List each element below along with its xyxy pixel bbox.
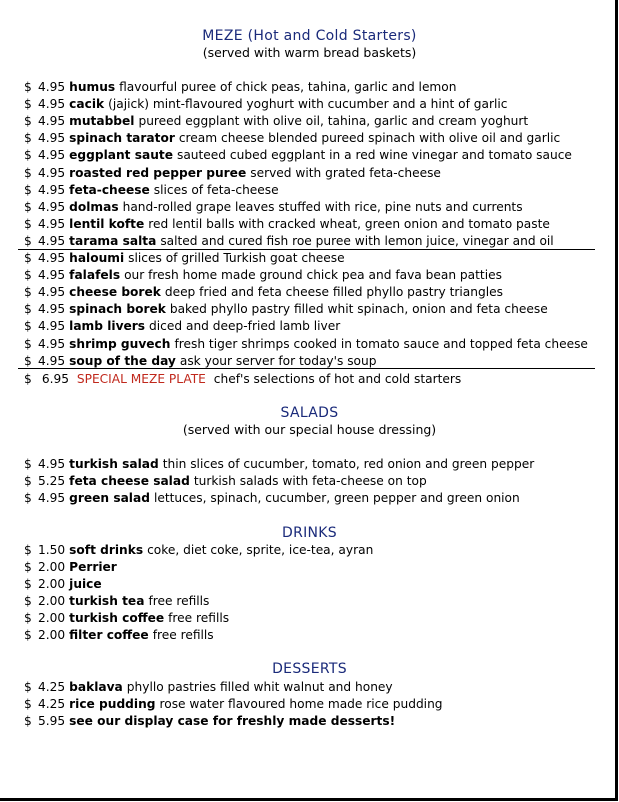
item-description: lettuces, spinach, cucumber, green pepper and green onion bbox=[153, 491, 520, 505]
item-name: roasted red pepper puree bbox=[69, 165, 247, 180]
currency-symbol: $ bbox=[24, 319, 32, 334]
menu-item bbox=[24, 593, 209, 610]
item-description: hand-rolled grape leaves stuffed with rice, pine nuts and currents bbox=[122, 199, 523, 214]
item-description: thin slices of cucumber, tomato, red onion and green pepper bbox=[162, 457, 535, 471]
item-description: served with grated feta-cheese bbox=[250, 165, 441, 180]
currency-symbol: $ bbox=[24, 372, 32, 386]
menu-item bbox=[24, 147, 572, 164]
item-price: 2.00 bbox=[38, 628, 66, 642]
item-price: 4.25 bbox=[38, 697, 66, 711]
item-name: Perrier bbox=[69, 560, 117, 574]
item-description: slices of grilled Turkish goat cheese bbox=[128, 251, 345, 265]
item-price: 5.25 bbox=[38, 474, 66, 488]
item-name: dolmas bbox=[69, 199, 119, 214]
item-name: turkish tea bbox=[69, 594, 145, 608]
menu-item bbox=[24, 284, 503, 301]
item-name: mutabbel bbox=[69, 114, 135, 129]
item-price: 4.95 bbox=[38, 216, 66, 231]
item-price: 2.00 bbox=[38, 611, 66, 625]
currency-symbol: $ bbox=[24, 697, 32, 711]
item-description: (jajick) mint-flavoured yoghurt with cucumber and a hint of garlic bbox=[108, 97, 508, 112]
item-name: juice bbox=[69, 577, 102, 591]
item-description: flavourful puree of chick peas, tahina, garlic and lemon bbox=[119, 80, 457, 94]
currency-symbol: $ bbox=[24, 233, 32, 248]
item-price: 4.95 bbox=[38, 336, 66, 351]
currency-symbol: $ bbox=[24, 182, 32, 197]
item-price: 4.25 bbox=[38, 680, 66, 694]
currency-symbol: $ bbox=[24, 560, 32, 574]
item-description: cream cheese blended pureed spinach with olive oil and garlic bbox=[178, 131, 561, 146]
menu-item bbox=[24, 233, 554, 250]
menu-item bbox=[24, 610, 229, 627]
item-price: 6.95 bbox=[41, 372, 70, 386]
menu-item bbox=[24, 130, 560, 147]
item-description: pureed eggplant with olive oil, tahina, garlic and cream yoghurt bbox=[138, 114, 529, 129]
menu-item bbox=[24, 96, 507, 113]
item-name: baklava bbox=[69, 680, 123, 694]
currency-symbol: $ bbox=[24, 474, 32, 488]
item-price: 5.95 bbox=[38, 714, 66, 728]
item-price: 4.95 bbox=[38, 285, 66, 300]
meze-subheading: (served with warm bread baskets) bbox=[202, 45, 417, 60]
item-description: slices of feta-cheese bbox=[153, 182, 279, 197]
item-description: phyllo pastries filled whit walnut and honey bbox=[126, 680, 393, 694]
item-name: soup of the day bbox=[69, 353, 176, 368]
currency-symbol: $ bbox=[24, 353, 32, 368]
currency-symbol: $ bbox=[24, 80, 32, 94]
menu-item bbox=[24, 542, 373, 559]
currency-symbol: $ bbox=[24, 285, 32, 300]
currency-symbol: $ bbox=[24, 216, 32, 231]
salads-heading: SALADS bbox=[280, 405, 339, 421]
meze-special-divider bbox=[18, 368, 595, 369]
currency-symbol: $ bbox=[24, 302, 32, 317]
item-price: 4.95 bbox=[38, 114, 66, 129]
menu-item bbox=[24, 576, 106, 593]
item-description: deep fried and feta cheese filled phyllo pastry triangles bbox=[164, 285, 503, 300]
menu-item bbox=[24, 473, 427, 490]
item-name: soft drinks bbox=[69, 543, 144, 557]
currency-symbol: $ bbox=[24, 628, 32, 642]
item-name: green salad bbox=[69, 491, 150, 505]
meze-cold-hot-divider bbox=[18, 249, 595, 250]
menu-item bbox=[24, 456, 534, 473]
currency-symbol: $ bbox=[24, 714, 32, 728]
item-name: feta cheese salad bbox=[69, 474, 190, 488]
menu-item bbox=[24, 267, 502, 284]
currency-symbol: $ bbox=[24, 491, 32, 505]
item-description: free refills bbox=[152, 628, 214, 642]
menu-item bbox=[24, 490, 520, 507]
item-price: 4.95 bbox=[38, 457, 66, 471]
item-name: lentil kofte bbox=[69, 216, 145, 231]
item-description: free refills bbox=[148, 594, 210, 608]
menu-item bbox=[24, 199, 523, 216]
item-price: 4.95 bbox=[38, 148, 66, 163]
menu-item bbox=[24, 301, 548, 318]
item-name: shrimp guvech bbox=[69, 336, 171, 351]
menu-item-special-meze-plate bbox=[24, 371, 461, 388]
item-name: SPECIAL MEZE PLATE bbox=[76, 372, 206, 386]
menu-item bbox=[24, 559, 121, 576]
item-price: 4.95 bbox=[38, 131, 66, 146]
item-price: 1.50 bbox=[38, 543, 66, 557]
menu-item bbox=[24, 318, 340, 335]
item-price: 4.95 bbox=[38, 491, 66, 505]
currency-symbol: $ bbox=[24, 268, 32, 283]
item-description: chef's selections of hot and cold starters bbox=[213, 372, 462, 386]
currency-symbol: $ bbox=[24, 611, 32, 625]
item-price: 4.95 bbox=[38, 353, 66, 368]
item-name: filter coffee bbox=[69, 628, 149, 642]
item-description: fresh tiger shrimps cooked in tomato sauce and topped feta cheese bbox=[174, 336, 588, 351]
item-name: turkish salad bbox=[69, 457, 159, 471]
item-name: haloumi bbox=[69, 251, 125, 265]
item-price: 4.95 bbox=[38, 165, 66, 180]
menu-item bbox=[24, 113, 528, 130]
item-description: baked phyllo pastry filled whit spinach, onion and feta cheese bbox=[169, 302, 548, 317]
item-name: lamb livers bbox=[69, 319, 146, 334]
item-price: 4.95 bbox=[38, 97, 66, 112]
currency-symbol: $ bbox=[24, 199, 32, 214]
menu-item bbox=[24, 165, 441, 182]
item-price: 4.95 bbox=[38, 233, 66, 248]
item-name: humus bbox=[69, 80, 116, 94]
item-description: our fresh home made ground chick pea and fava bean patties bbox=[124, 268, 502, 283]
item-name: rice pudding bbox=[69, 697, 156, 711]
item-description: turkish salads with feta-cheese on top bbox=[193, 474, 427, 488]
menu-item bbox=[24, 216, 550, 233]
item-name: tarama salta bbox=[69, 233, 157, 248]
item-price: 2.00 bbox=[38, 577, 66, 591]
meze-heading: MEZE (Hot and Cold Starters) bbox=[202, 28, 417, 44]
item-description: salted and cured fish roe puree with lemon juice, vinegar and oil bbox=[160, 233, 554, 248]
item-name: see our display case for freshly made desserts! bbox=[69, 714, 396, 728]
menu-item bbox=[24, 182, 279, 199]
menu-item bbox=[24, 627, 214, 644]
item-description: free refills bbox=[168, 611, 230, 625]
currency-symbol: $ bbox=[24, 165, 32, 180]
item-description: ask your server for today's soup bbox=[179, 353, 377, 368]
currency-symbol: $ bbox=[24, 251, 32, 265]
item-name: spinach borek bbox=[69, 302, 166, 317]
item-description: coke, diet coke, sprite, ice-tea, ayran bbox=[147, 543, 374, 557]
currency-symbol: $ bbox=[24, 594, 32, 608]
item-price: 2.00 bbox=[38, 560, 66, 574]
item-description: sauteed cubed eggplant in a red wine vinegar and tomato sauce bbox=[176, 148, 572, 163]
item-price: 4.95 bbox=[38, 80, 66, 94]
currency-symbol: $ bbox=[24, 114, 32, 129]
item-name: spinach tarator bbox=[69, 131, 175, 146]
item-name: falafels bbox=[69, 268, 121, 283]
menu-item bbox=[24, 679, 393, 696]
item-description: rose water flavoured home made rice pudding bbox=[159, 697, 443, 711]
currency-symbol: $ bbox=[24, 336, 32, 351]
menu-item bbox=[24, 250, 345, 267]
item-price: 4.95 bbox=[38, 302, 66, 317]
item-name: turkish coffee bbox=[69, 611, 165, 625]
desserts-heading: DESSERTS bbox=[272, 661, 347, 677]
menu-item bbox=[24, 696, 443, 713]
currency-symbol: $ bbox=[24, 148, 32, 163]
menu-item bbox=[24, 79, 457, 96]
item-name: cacik bbox=[69, 97, 105, 112]
item-price: 4.95 bbox=[38, 199, 66, 214]
salads-subheading: (served with our special house dressing) bbox=[182, 422, 437, 437]
menu-item bbox=[24, 713, 399, 730]
currency-symbol: $ bbox=[24, 577, 32, 591]
currency-symbol: $ bbox=[24, 457, 32, 471]
item-price: 4.95 bbox=[38, 182, 66, 197]
menu-item bbox=[24, 336, 588, 353]
currency-symbol: $ bbox=[24, 680, 32, 694]
item-price: 4.95 bbox=[38, 319, 66, 334]
item-description: diced and deep-fried lamb liver bbox=[149, 319, 341, 334]
currency-symbol: $ bbox=[24, 97, 32, 112]
item-price: 2.00 bbox=[38, 594, 66, 608]
item-name: feta-cheese bbox=[69, 182, 150, 197]
item-name: eggplant saute bbox=[69, 148, 173, 163]
item-name: cheese borek bbox=[69, 285, 161, 300]
currency-symbol: $ bbox=[24, 131, 32, 146]
currency-symbol: $ bbox=[24, 543, 32, 557]
drinks-heading: DRINKS bbox=[282, 525, 337, 541]
item-price: 4.95 bbox=[38, 268, 66, 283]
item-price: 4.95 bbox=[38, 251, 66, 265]
item-description: red lentil balls with cracked wheat, green onion and tomato paste bbox=[148, 216, 550, 231]
